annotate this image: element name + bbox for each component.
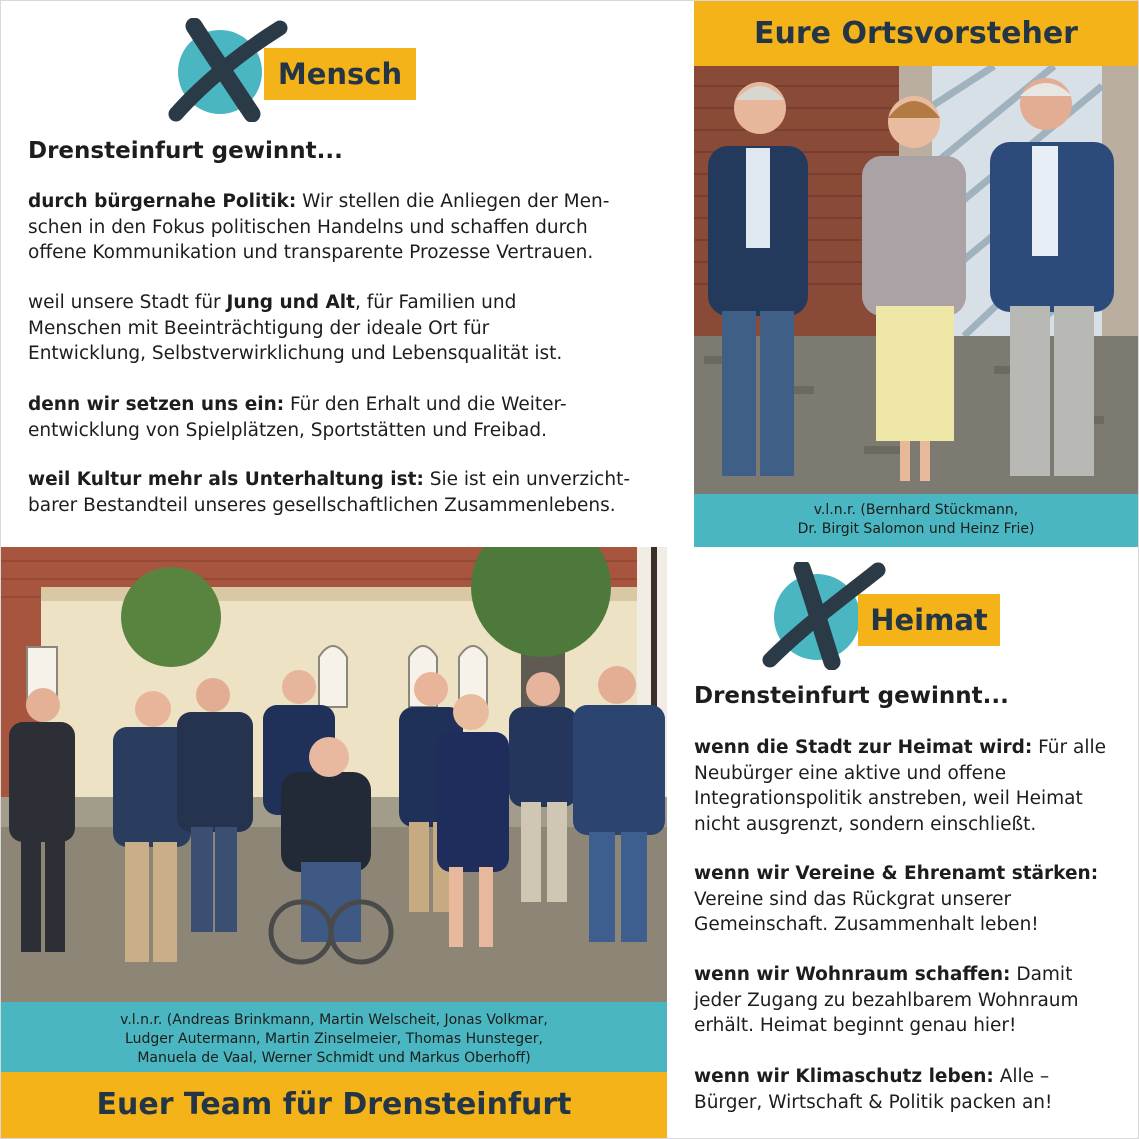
ortsvorsteher-caption: v.l.n.r. (Bernhard Stückmann, Dr. Birgit Salomon und Heinz Frie) — [694, 494, 1138, 547]
heimat-paragraph-vereine: wenn wir Vereine & Ehrenamt stärken: Vereine sind das Rückgrat unserer Gemeinschaft. Zusammenhalt leben! — [694, 863, 1099, 935]
heimat-tag: Heimat — [858, 594, 1000, 646]
mensch-paragraph-politik: durch bürgernahe Politik: Wir stellen die Anliegen der Men- schen in den Fokus politischen Handelns und schaffen durch offene Kommunikation und transparente Prozesse Vertrauen. — [28, 191, 610, 263]
mensch-heading: Drensteinfurt gewinnt... — [28, 138, 343, 164]
mensch-paragraph-jung-alt: weil unsere Stadt für Jung und Alt, für Familien und Menschen mit Beeinträchtigung der ideale Ort für Entwicklung, Selbstverwirklichung und Lebensqualität ist. — [28, 292, 563, 364]
heimat-paragraph-klimaschutz: wenn wir Klimaschutz leben: Alle – Bürger, Wirtschaft & Politik packen an! — [694, 1066, 1053, 1113]
mensch-logo — [168, 18, 418, 122]
mensch-paragraph-einsatz: denn wir setzen uns ein: Für den Erhalt und die Weiter- entwicklung von Spielplätzen, Sportstätten und Freibad. — [28, 394, 567, 441]
team-banner: Euer Team für Drensteinfurt — [1, 1072, 667, 1138]
team-caption: v.l.n.r. (Andreas Brinkmann, Martin Welscheit, Jonas Volkmar, Ludger Autermann, Martin Zinselmeier, Thomas Hunsteger, Manuela de Vaal, Werner Schmidt und Markus Oberhoff) — [1, 1002, 667, 1072]
heimat-paragraph-heimat: wenn die Stadt zur Heimat wird: Für alle Neubürger eine aktive und offene Integrationspolitik anstreben, weil Heimat nicht ausgrenzt, sondern einschließt. — [694, 737, 1107, 835]
x-mark-icon — [168, 18, 298, 122]
heimat-heading: Drensteinfurt gewinnt... — [694, 683, 1009, 709]
ortsvorsteher-banner: Eure Ortsvorsteher — [694, 1, 1138, 66]
mensch-tag: Mensch — [264, 48, 416, 100]
heimat-paragraph-wohnraum: wenn wir Wohnraum schaffen: Damit jeder Zugang zu bezahlbarem Wohnraum erhält. Heimat beginnt genau hier! — [694, 964, 1079, 1036]
ortsvorsteher-photo — [694, 66, 1138, 494]
team-photo — [1, 547, 667, 1002]
mensch-paragraph-kultur: weil Kultur mehr als Unterhaltung ist: Sie ist ein unverzicht- barer Bestandteil unseres gesellschaftlichen Zusammenlebens. — [28, 469, 631, 516]
x-mark-icon — [762, 562, 892, 670]
heimat-logo — [762, 562, 1002, 670]
